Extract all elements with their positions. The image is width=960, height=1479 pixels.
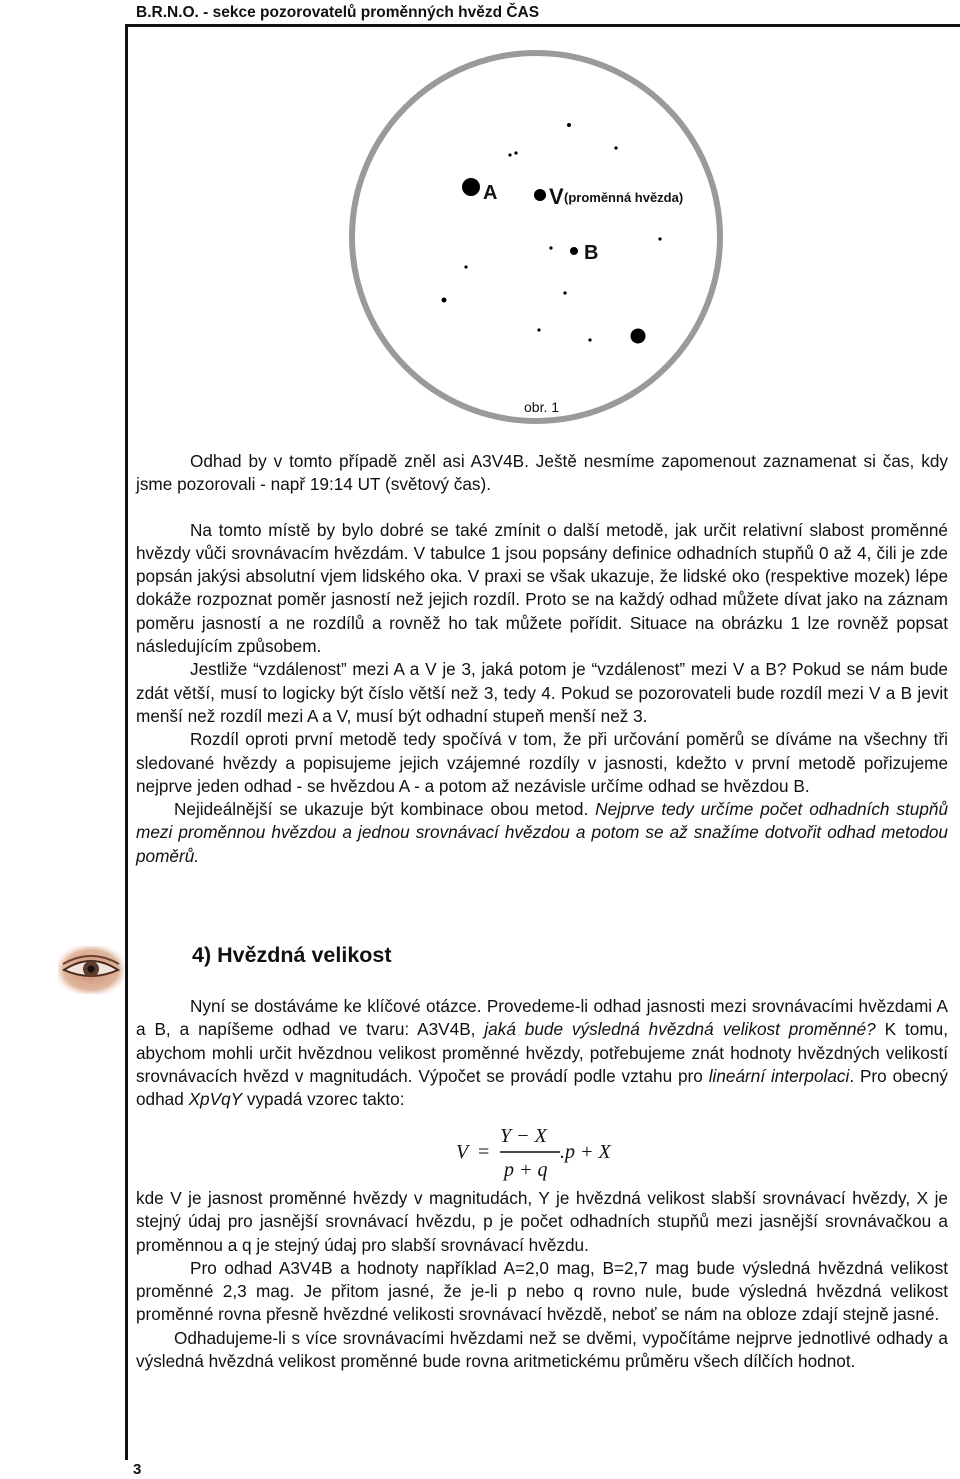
formula-eq: = [478,1141,490,1163]
text-block-3 [136,1187,948,1373]
star-dot [567,123,571,127]
star-dot [614,146,617,149]
frame-top-rule [125,24,960,27]
bright-star-dot [631,329,646,344]
eyepiece-circle [352,53,720,421]
eye-icon [58,946,124,994]
paragraph: Odhad by v tomto případě zněl asi A3V4B. Ještě nesmíme zapomenout zaznamenat si čas, kdy jsme pozorovali - např 19:14 UT (světový čas). [136,451,948,495]
star-dot [588,338,591,341]
paragraph: Rozdíl oproti první metodě tedy spočívá v tom, že při určování poměrů se díváme na všechny tři sledované hvězdy a popisujeme jejich vzájemné rozdíly v jasnosti, kdežto v první metodě pořizujeme nejprve jeden odhad - se hvězdou A - a potom až nezávisle určíme odhad se hvězdou B. [136,729,948,796]
text-run: . Pro obecný odhad [136,1065,948,1110]
paragraph: kde V je jasnost proměnné hvězdy v magnitudách, Y je hvězdná velikost slabší srovnávací hvězdy, X je stejný údaj pro jasnější srovnávací hvězdu, p je počet odhadních stupňů mezi jasnější srovnávačkou a proměnnou a q je stejný údaj pro slabší srovnávací hvězdu. [136,1188,948,1255]
paragraph: Pro odhad A3V4B a hodnoty například A=2,0 mag, B=2,7 mag bude výsledná hvězdná velikost proměnné 2,3 mag. Je přitom jasné, že je-li p nebo q rovno nule, bude výsledná hvězdná velikost proměnné rovna přesně hvězdné velikosti srovnávací hvězdě, neboť se nám na obloze zdají stejně jasné. [136,1257,948,1325]
star-dot [563,291,566,294]
formula-lhs: V [456,1141,469,1163]
formula-tail: .p + X [560,1141,611,1163]
star-dot [508,153,511,156]
star-dot [464,265,467,268]
star-a-dot [462,178,480,196]
paragraph: Odhadujeme-li s více srovnávacími hvězdami než se dvěmi, vypočítáme nejprve jednotlivé odhady a výsledná hvězdná velikost proměnné bude rovna aritmetickému průměru všech dílčích hodnot. [136,1327,948,1372]
star-dot [514,151,517,154]
star-b-dot [570,247,578,255]
page-number: 3 [133,1461,142,1478]
star-dot [658,237,661,240]
paragraph [136,798,948,868]
section-title: 4) Hvězdná velikost [192,943,392,967]
paragraph: Jestliže “vzdálenost” mezi A a V je 3, jaká potom je “vzdálenost” mezi V a B? Pokud se nám bude zdát větší, musí to logicky být číslo větší než 3, tedy 4. Pokud se pozorovateli bude rozdíl mezi V a B jevit menší než rozdíl mezi A a V, musí být odhadní stupeň menší než 3. [136,659,948,726]
paragraph: Na tomto místě by bylo dobré se také zmínit o další metodě, jak určit relativní slabost proměnné hvězdy vůči srovnávacím hvězdám. V tabulce 1 jsou popsány definice odhadních stupňů 0 až 4, čili je zde popsán jakýsi absolutní vjem lidského oka. V praxi se však ukazuje, že lidské oko (respektive mozek) lépe dokáže rozpoznat poměr jasností než jejich rozdíl. Proto se na každý odhad můžete dívat jako na záznam poměru jasností a ne rozdílů a rovněž ho tak můžete pořídit. Situace na obrázku 1 lze rovněž popsat následujícím způsobem. [136,519,948,657]
star-v-note: (proměnná hvězda) [564,190,684,205]
star-dot [442,298,447,303]
text-run: Nyní se dostáváme ke klíčové otázce. Provedeme-li odhad jasnosti mezi srovnávacími hvězdami A a B, a napíšeme odhad ve tvaru: A3V4B, [136,996,948,1040]
star-v-dot [534,189,546,201]
formula-numerator: Y − X [500,1125,547,1147]
paragraph-italic: Nejprve tedy určíme počet odhadních stupňů mezi proměnnou hvězdou a jednou srovnávací hvězdou a potom se až snažíme dotvořit odhad metodou poměrů. [136,799,949,866]
paragraph-normal: Nejideálnější se ukazuje být kombinace obou metod. [174,799,596,820]
interpolation-formula [452,1124,632,1186]
text-run: vypadá vzorec takto: [242,1089,405,1110]
text-block-1 [136,450,948,868]
star-field-figure [340,38,730,428]
text-block-2 [136,995,948,1111]
star-v-label: V [549,184,564,209]
star-a-label: A [483,182,498,204]
star-dot [537,328,540,331]
page-header: B.R.N.O. - sekce pozorovatelů proměnných hvězd ČAS [136,4,540,21]
star-b-label: B [584,242,599,264]
paragraph [136,995,948,1111]
frame-left-rule [125,24,128,1460]
formula-denominator: p + q [504,1159,548,1181]
text-run-italic: jaká bude výsledná hvězdná velikost proměnné? [484,1019,876,1040]
text-run: K tomu, abychom mohli určit hvězdnou velikost proměnné hvězdy, potřebujeme znát hodnoty hvězdných velikostí srovnávacích hvězd v magnitudách. Výpočet se provádí podle vztahu pro [136,1019,948,1086]
text-run-italic: XpVqY [188,1089,243,1110]
figure-caption: obr. 1 [524,399,560,415]
star-dot [549,246,552,249]
text-run-italic: lineární interpolaci [708,1065,850,1086]
